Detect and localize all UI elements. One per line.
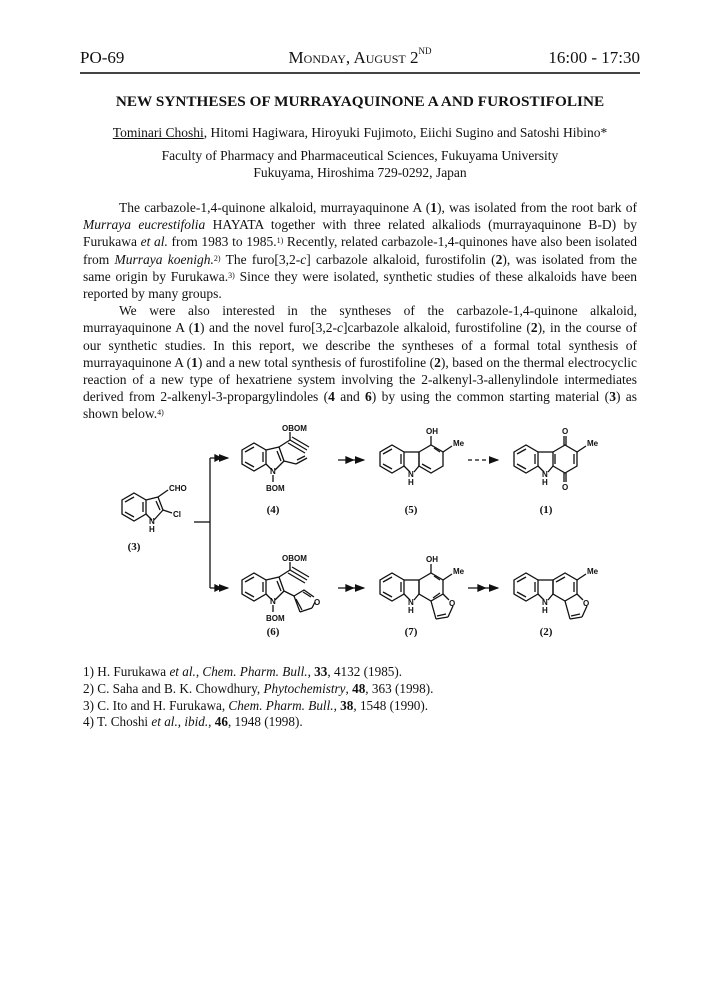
author-list — [80, 125, 640, 141]
reference-item: 1) H. Furukawa et al., Chem. Pharm. Bull., 33, 4132 (1985). — [83, 664, 403, 679]
label-n-5: N — [408, 470, 414, 479]
label-h-5: H — [408, 478, 414, 487]
label-bom-4: BOM — [266, 484, 285, 493]
references-list — [83, 664, 643, 731]
label-n-2: N — [542, 598, 548, 607]
page-header — [80, 48, 640, 70]
compound-label-7: (7) — [404, 626, 418, 638]
compound-5-structure — [380, 436, 452, 473]
label-me-1: Me — [587, 439, 599, 448]
session-date: Monday, August 2ND — [288, 46, 432, 67]
label-obom-6: OBOM — [282, 554, 307, 563]
label-h-3: H — [149, 525, 155, 534]
label-h-7: H — [408, 606, 414, 615]
presenting-author: Tominari Choshi — [112, 125, 204, 140]
citation-1: 1) — [276, 236, 284, 246]
label-me-7: Me — [453, 567, 465, 576]
reference-item: 3) C. Ito and H. Furukawa, Chem. Pharm. Bull., 38, 1548 (1990). — [83, 697, 429, 713]
compound-label-1: (1) — [539, 504, 553, 516]
paragraph-2: We were also interested in the syntheses of the carbazole-1,4-quinone alkaloid, murrayaquinone A (1) and the novel furo[3,2-c]carbazole alkaloid, furostifoline (2), in the course of our synthetic studies. In this report, we describe the syntheses of a formal total synthesis of murrayaquinone A (1) and a new total synthesis of furostifoline (2), based on the thermal electrocyclic reaction of a new type of hexatriene system involving the 2-alkenyl-3-allenylindole intermediates derived from 2-alkenyl-3-propargylindoles (4 and 6) by using the common starting material (3) as shown below.$^{4)}$ — [83, 303, 637, 422]
compound-2-structure — [514, 573, 590, 619]
header-rule — [80, 72, 640, 74]
reference-item: 2) C. Saha and B. K. Chowdhury, Phytochemistry, 48, 363 (1998). — [83, 680, 434, 696]
label-n-3: N — [149, 517, 155, 526]
label-h-2: H — [542, 606, 548, 615]
poster-code: PO-69 — [80, 48, 125, 67]
label-me-5: Me — [453, 439, 465, 448]
citation-3: 3) — [228, 270, 235, 280]
label-o-bottom-1: O — [562, 483, 569, 492]
co-authors: , Hitomi Hagiwara, Hiroyuki Fujimoto, Eiichi Sugino and Satoshi Hibino* — [203, 125, 608, 140]
compound-label-6: (6) — [266, 626, 280, 638]
label-obom-4: OBOM — [282, 424, 307, 433]
label-o-furan-6: O — [314, 598, 321, 607]
label-cl: Cl — [173, 510, 181, 519]
label-o-furan-2: O — [583, 599, 590, 608]
label-me-2: Me — [587, 567, 599, 576]
label-h-1: H — [542, 478, 548, 487]
label-n-1: N — [542, 470, 548, 479]
citation-2: 2) — [213, 253, 221, 263]
compound-label-5: (5) — [404, 504, 418, 516]
label-cho: CHO — [169, 484, 187, 493]
paragraph-1: The carbazole-1,4-quinone alkaloid, murrayaquinone A (1), was isolated from the root bark of Murraya eucrestifolia HAYATA together with three related alkaliods (murrayaquinone B-D) by Furukawa et al. from 1983 to 1985.$^{1)}$ Recently, related carbazole-1,4-quinones have also been isolated from Murraya koenigh.$^{2)}$ The furo[3,2-c] carbazole alkaloid, furostifolin (2), was isolated from the same origin by Furukawa.$^{3)}$ Since they were isolated, synthetic studies of these alkaloids have been reported by many groups. — [83, 200, 637, 302]
reaction-scheme — [90, 420, 650, 660]
compound-label-4: (4) — [266, 504, 280, 516]
label-n-6: N — [270, 597, 276, 606]
label-oh-5: OH — [426, 427, 438, 436]
paper-title: NEW SYNTHESES OF MURRAYAQUINONE A AND FUROSTIFOLINE — [115, 93, 605, 110]
label-o-top-1: O — [562, 427, 569, 436]
abstract-body — [83, 199, 637, 423]
label-bom-6: BOM — [266, 614, 285, 623]
compound-1-structure — [514, 436, 586, 482]
reference-item: 4) T. Choshi et al., ibid., 46, 1948 (1998). — [83, 714, 303, 730]
label-n-4: N — [270, 467, 276, 476]
label-oh-7: OH — [426, 555, 438, 564]
compound-label-3: (3) — [127, 541, 141, 553]
affiliation-line-1: Faculty of Pharmacy and Pharmaceutical Sciences, Fukuyama University — [161, 148, 559, 163]
session-time: 16:00 - 17:30 — [548, 48, 640, 67]
citation-4: 4) — [157, 408, 164, 418]
affiliation-line-2: Fukuyama, Hiroshima 729-0292, Japan — [253, 165, 467, 180]
affiliation — [80, 147, 640, 181]
label-o-furan-7: O — [449, 599, 456, 608]
compound-6-structure — [242, 562, 315, 612]
label-n-7: N — [408, 598, 414, 607]
compound-3-structure — [122, 490, 172, 521]
compound-label-2: (2) — [539, 626, 553, 638]
date-suffix: ND — [418, 46, 432, 56]
compound-7-structure — [380, 564, 456, 619]
